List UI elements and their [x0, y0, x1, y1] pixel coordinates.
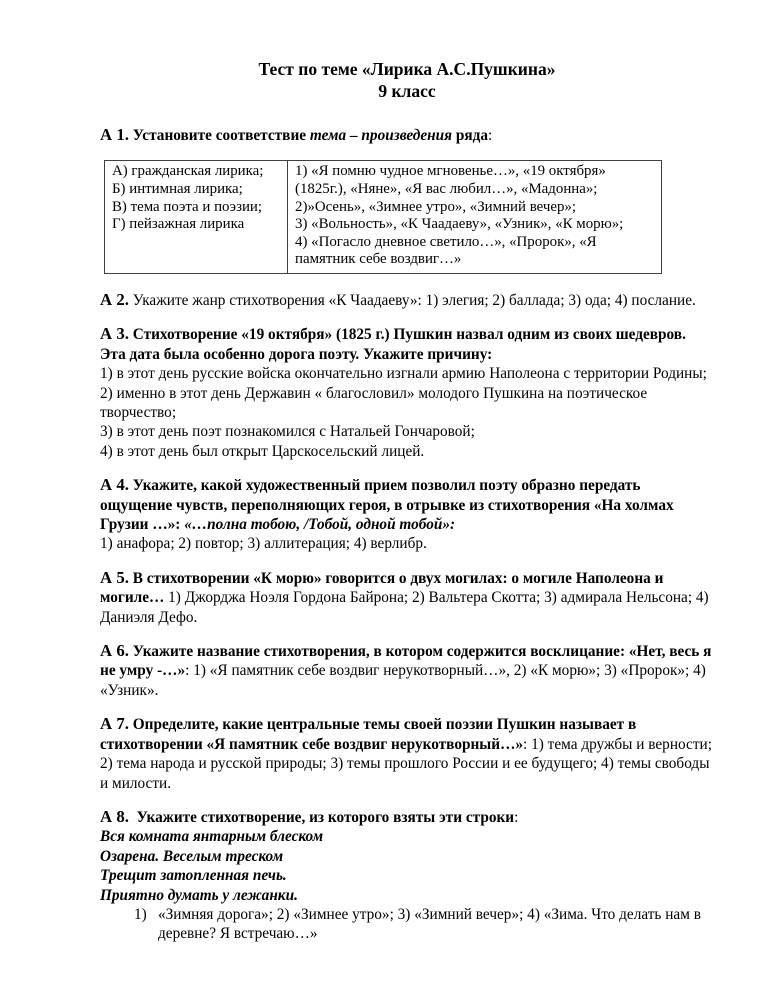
question-a7-options: : 1) тема дружбы и верности; 2) тема народа и русской природы; 3) темы прошлого России и ее будущего; 4) темы свободы и милости. [100, 735, 712, 792]
question-a2-text: Укажите жанр стихотворения «К Чаадаеву»: 1) элегия; 2) баллада; 3) ода; 4) послание. [132, 291, 696, 309]
question-a6-stem: Укажите название стихотворения, в котором содержится восклицание: «Нет, весь я не умру -…» [100, 643, 712, 680]
question-a7-label: А 7. [100, 714, 129, 734]
question-a8-heading [100, 807, 714, 827]
question-a5-stem: В стихотворении «К морю» говорится о двух могилах: о могиле Наполеона и могиле… [100, 569, 664, 607]
question-a4-stem: Укажите, какой художественный прием позволил поэту образно передать ощущение чувств, переполняющих героя, в отрывке из стихотворения «На холмах Грузии …»: [100, 477, 674, 534]
question-a8-colon: : [514, 808, 519, 826]
question-a3-option-3: 3) в этот день поэт познакомился с Натальей Гончаровой; [100, 423, 475, 441]
question-a3-stem: Стихотворение «19 октября» (1825 г.) Пушкин назвал одним из своих шедевров. Эта дата была особенно дорога поэту. Укажите причину: [100, 326, 686, 363]
match-themes-cell [105, 161, 288, 274]
question-a1-label: А 1. [100, 125, 129, 144]
question-a1-lead-end: ряда [455, 127, 489, 144]
question-a3-label: А 3. [100, 324, 129, 344]
question-a8-options: «Зимняя дорога»; 2) «Зимнее утро»; 3) «Зимний вечер»; 4) «Зима. Что делать нам в деревне? Я встречаю…» [158, 905, 701, 943]
doc-title [100, 58, 714, 102]
theme-item-a: А) гражданская лирика; [112, 163, 264, 180]
match-table [104, 160, 662, 274]
verse-quote [100, 827, 714, 905]
question-a5-options: 1) Джорджа Ноэля Гордона Байрона; 2) Вальтера Скотта; 3) адмирала Нельсона; 4) Даниэля Дефо. [100, 589, 709, 626]
question-a3 [100, 324, 714, 461]
question-a1-lead: Установите соответствие [132, 127, 307, 144]
question-a4-quote: «…полна тобою, /Тобой, одной тобой»: [184, 516, 456, 534]
question-a6-options: : 1) «Я памятник себе воздвиг нерукотворный…», 2) «К морю»; 3) «Пророк»; 4) «Узник». [100, 662, 706, 699]
question-a2-label: А 2. [100, 289, 129, 309]
works-item-2: 2)»Осень», «Зимнее утро», «Зимний вечер»; [295, 198, 577, 215]
question-a1-lead-italic: тема – произведения [309, 127, 453, 144]
question-a8-option-number: 1) [134, 905, 147, 923]
works-item-4: 4) «Погасло дневное светило…», «Пророк», «Я памятник себе воздвиг…» [295, 233, 597, 268]
doc-title-line2: 9 класс [378, 81, 436, 101]
question-a7-stem: Определите, какие центральные темы своей поэзии Пушкин называет в стихотворении «Я памятник себе воздвиг нерукотворный…» [100, 716, 637, 753]
question-a4-label: А 4. [100, 475, 129, 495]
match-table-row [105, 161, 662, 274]
theme-item-g: Г) пейзажная лирика [112, 216, 245, 233]
question-a4 [100, 475, 714, 554]
question-a3-option-1: 1) в этот день русские войска окончательно изгнали армию Наполеона с территории Родины; [100, 365, 707, 383]
verse-line-3: Трещит затопленная печь. [100, 867, 287, 885]
question-a4-options: 1) анафора; 2) повтор; 3) аллитерация; 4) верлибр. [100, 535, 427, 553]
question-a7 [100, 714, 714, 793]
works-item-1: 1) «Я помню чудное мгновенье…», «19 октября» (1825г.), «Няне», «Я вас любил…», «Мадонна»; [295, 163, 606, 197]
question-a8-stem: Укажите стихотворение, из которого взяты эти строки [136, 808, 515, 826]
question-a8-options-row [134, 905, 714, 944]
question-a3-option-4: 4) в этот день был открыт Царскосельский лицей. [100, 442, 425, 460]
doc-title-line1: Тест по теме «Лирика А.С.Пушкина» [258, 59, 556, 79]
match-works-cell [288, 161, 662, 274]
verse-line-1: Вся комната янтарным блеском [100, 828, 324, 846]
verse-line-4: Приятно думать у лежанки. [100, 886, 298, 904]
theme-item-v: В) тема поэта и поэзии; [112, 198, 263, 215]
question-a5-label: А 5. [100, 567, 129, 587]
question-a2 [100, 290, 714, 310]
question-a6 [100, 641, 714, 700]
question-a1-heading [100, 125, 714, 145]
question-a3-option-2: 2) именно в этот день Державин « благословил» молодого Пушкина на поэтическое творчество; [100, 384, 648, 421]
question-a8-label: А 8. [100, 806, 129, 826]
question-a8 [100, 807, 714, 944]
question-a6-label: А 6. [100, 641, 129, 661]
verse-line-2: Озарена. Веселым треском [100, 847, 284, 865]
theme-item-b: Б) интимная лирика; [112, 181, 243, 197]
question-a1-colon: : [488, 127, 493, 144]
works-item-3: 3) «Вольность», «К Чаадаеву», «Узник», «К морю»; [295, 216, 624, 233]
question-a5 [100, 568, 714, 627]
